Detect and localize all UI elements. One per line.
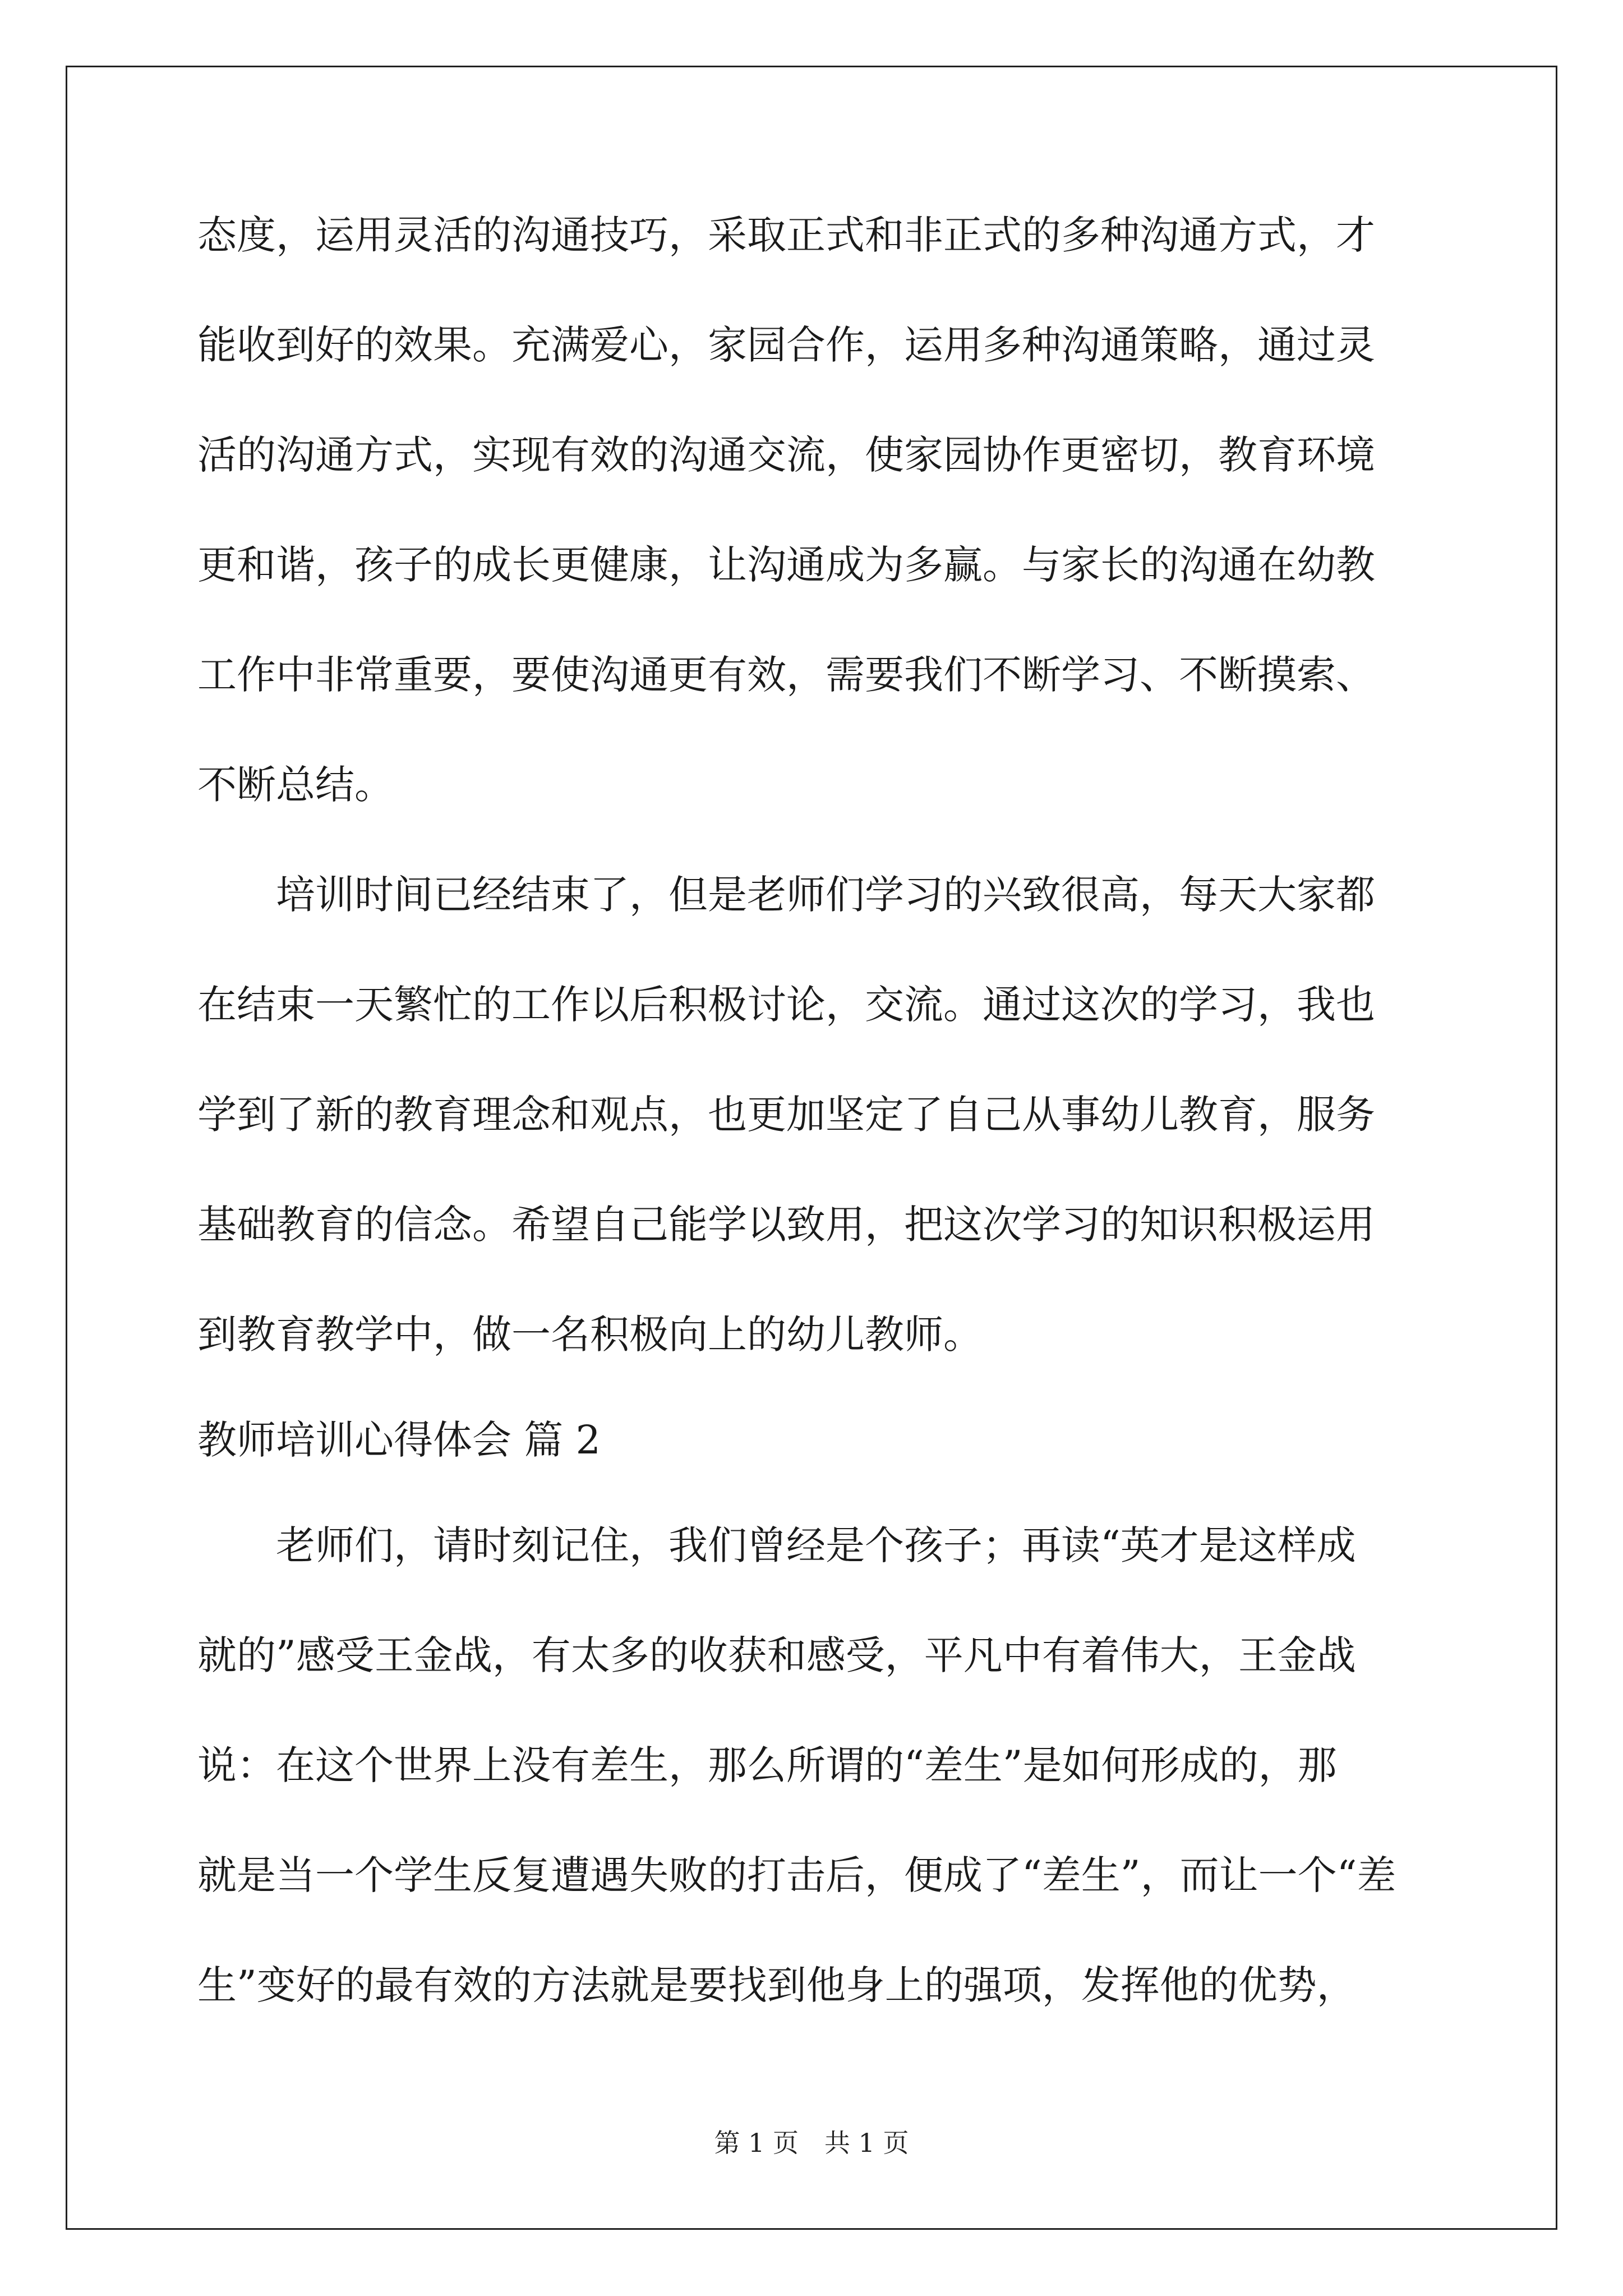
paragraph-line: 更和谐，孩子的成长更健康，让沟通成为多赢。与家长的沟通在幼教 bbox=[197, 542, 1375, 588]
paragraph-line: 老师们，请时刻记住，我们曾经是个孩子；再读“英才是这样成 bbox=[276, 1522, 1356, 1568]
paragraph-line: 在结束一天繁忙的工作以后积极讨论，交流。通过这次的学习，我也 bbox=[197, 982, 1375, 1028]
paragraph-line: 生”变好的最有效的方法就是要找到他身上的强项，发挥他的优势， bbox=[197, 1962, 1356, 2008]
page-footer: 第 1 页 共 1 页 bbox=[714, 2128, 909, 2158]
paragraph-line: 就是当一个学生反复遭遇失败的打击后，便成了“差生”，而让一个“差 bbox=[197, 1852, 1396, 1898]
paragraph-line: 不断总结。 bbox=[197, 762, 394, 808]
paragraph-line: 说：在这个世界上没有差生，那么所谓的“差生”是如何形成的，那 bbox=[197, 1742, 1337, 1788]
paragraph-line: 能收到好的效果。充满爱心，家园合作，运用多种沟通策略，通过灵 bbox=[197, 322, 1375, 368]
page-border bbox=[66, 66, 1557, 2230]
paragraph-line: 基础教育的信念。希望自己能学以致用，把这次学习的知识积极运用 bbox=[197, 1202, 1375, 1248]
section-heading: 教师培训心得体会 篇 2 bbox=[197, 1417, 601, 1463]
paragraph-line: 就的”感受王金战，有太多的收获和感受，平凡中有着伟大，王金战 bbox=[197, 1632, 1356, 1678]
paragraph-line: 到教育教学中，做一名积极向上的幼儿教师。 bbox=[197, 1312, 983, 1358]
paragraph-line: 学到了新的教育理念和观点，也更加坚定了自己从事幼儿教育，服务 bbox=[197, 1092, 1375, 1138]
paragraph-line: 培训时间已经结束了，但是老师们学习的兴致很高，每天大家都 bbox=[276, 872, 1375, 918]
paragraph-line: 态度，运用灵活的沟通技巧，采取正式和非正式的多种沟通方式，才 bbox=[197, 212, 1375, 258]
paragraph-line: 活的沟通方式，实现有效的沟通交流，使家园协作更密切，教育环境 bbox=[197, 432, 1375, 478]
paragraph-line: 工作中非常重要，要使沟通更有效，需要我们不断学习、不断摸索、 bbox=[197, 652, 1375, 698]
